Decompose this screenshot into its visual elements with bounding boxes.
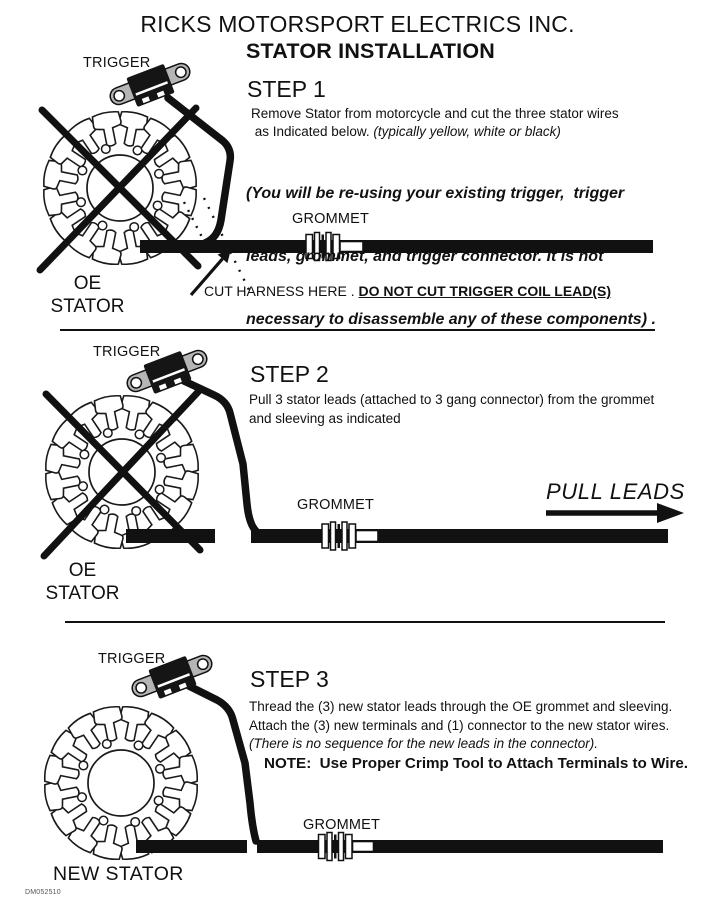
sleeving [356, 531, 378, 542]
new-stator-icon [43, 705, 199, 861]
cut-instruction [204, 283, 611, 299]
cut-instruction-warning: DO NOT CUT TRIGGER COIL LEAD(S) [358, 283, 612, 299]
trigger-label-step2: TRIGGER [93, 344, 161, 360]
grommet-label-step3: GROMMET [303, 817, 381, 833]
stator-leads-wire [136, 840, 247, 853]
company-name: RICKS MOTORSPORT ELECTRICS INC. [140, 11, 575, 37]
step3-instruction-line: Thread the (3) new stator leads through the OE grommet and sleeving. [249, 699, 673, 714]
oe-stator-label-step1 [35, 272, 140, 318]
pull-leads-arrowhead [657, 503, 684, 523]
trigger-lead-wire [189, 686, 256, 841]
step1-heading: STEP 1 [247, 76, 326, 102]
section-divider [60, 329, 655, 331]
step3-instruction [249, 698, 672, 754]
stator-label-line: OE [68, 560, 97, 581]
grommet-label-step2: GROMMET [297, 497, 375, 513]
step1-instruction-line2 [251, 123, 561, 142]
section-divider [65, 621, 665, 623]
stator-label-line: OE [73, 273, 102, 294]
step3-instruction-italic: (There is no sequence for the new leads in the connector). [249, 736, 598, 751]
step1-line2-text: as Indicated below. [251, 124, 374, 139]
stator-label-line: STATOR [45, 583, 120, 604]
step1-warning-paragraph [246, 141, 656, 372]
harness-wire [251, 529, 668, 543]
page-title: STATOR INSTALLATION [245, 39, 496, 63]
stator-leads-wire [126, 529, 215, 543]
step2-instruction [249, 391, 654, 428]
step2-instruction-line: Pull 3 stator leads (attached to 3 gang connector) from the grommet [249, 392, 655, 407]
trigger-label-step1: TRIGGER [83, 55, 151, 71]
step3-heading: STEP 3 [250, 666, 329, 692]
doc-code: DM052510 [25, 889, 61, 896]
step1-instruction-line1: Remove Stator from motorcycle and cut the three stator wires [251, 106, 619, 121]
step3-instruction-line: Attach the (3) new terminals and (1) connector to the new stator wires. [249, 717, 670, 733]
warning-line: leads, grommet, and trigger connector. It is not [246, 248, 604, 265]
pull-leads-label: PULL LEADS [546, 479, 685, 504]
oe-stator-label-step2 [30, 559, 135, 605]
step2-instruction-line: and sleeving as indicated [249, 410, 401, 426]
sleeving [353, 842, 374, 852]
warning-line: (You will be re-using your existing trigger, trigger [246, 185, 625, 202]
step1-line2-italic: (typically yellow, white or black) [373, 124, 561, 139]
trigger-label-step3: TRIGGER [98, 651, 166, 667]
stator-label-line: STATOR [50, 296, 125, 317]
warning-line: necessary to disassemble any of these components) . [246, 311, 656, 328]
grommet-label-step1: GROMMET [292, 211, 370, 227]
new-stator-label: NEW STATOR [53, 863, 184, 885]
cut-instruction-text: CUT HARNESS HERE . [204, 283, 359, 299]
step2-heading: STEP 2 [250, 361, 329, 387]
crimp-tool-note: NOTE: Use Proper Crimp Tool to Attach Terminals to Wire. [264, 755, 689, 772]
step2-diagram [44, 343, 684, 556]
grommet-icon [319, 833, 353, 861]
grommet-icon [322, 522, 356, 550]
